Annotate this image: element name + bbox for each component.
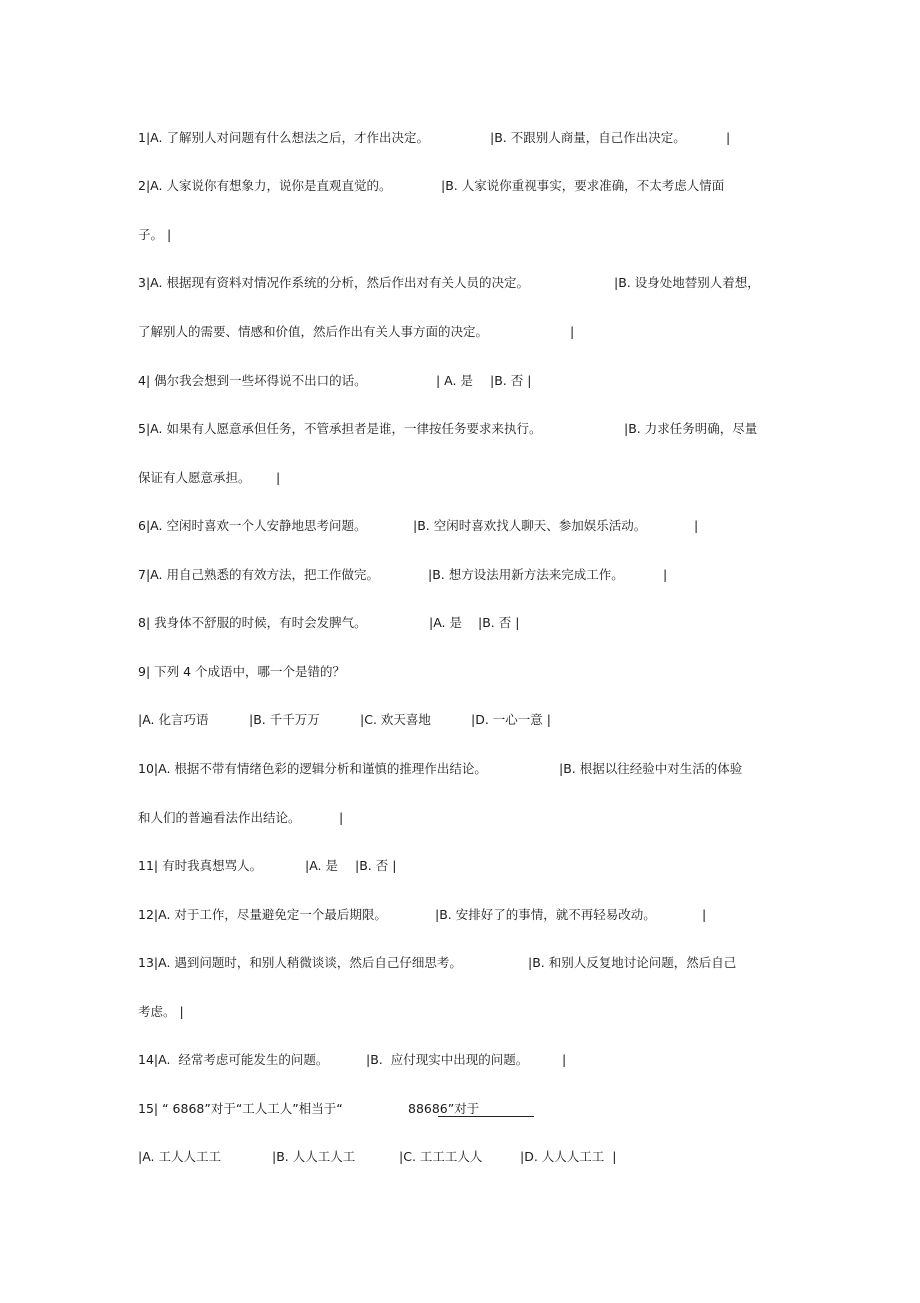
q2-option-a: 2|A. 人家说你有想象力，说你是直观直觉的。 — [138, 178, 392, 193]
q3-option-b: |B. 设身处地替别人着想， — [614, 275, 760, 290]
question-9 — [138, 664, 346, 680]
q1-option-a: 1|A. 了解别人对问题有什么想法之后，才作出决定。 — [138, 130, 429, 145]
question-8 — [138, 615, 520, 631]
q8-option-a: |A. 是 — [429, 615, 462, 630]
q11-option-a: |A. 是 — [305, 858, 338, 873]
question-7 — [138, 567, 668, 583]
q3-end-mark: | — [570, 324, 575, 339]
q4-option-a: | A. 是 — [436, 373, 473, 388]
q10-continuation-text: 和人们的普遍看法作出结论。 — [138, 810, 301, 825]
q8-statement: 8| 我身体不舒服的时候，有时会发脾气。 — [138, 615, 367, 630]
q13-option-b: |B. 和别人反复地讨论问题，然后自己 — [528, 955, 737, 970]
q14-option-a: 14|A. 经常考虑可能发生的问题。 — [138, 1052, 329, 1067]
q9-option-d: |D. 一心一意 | — [471, 712, 551, 727]
question-9-options — [138, 712, 551, 728]
question-15-options — [138, 1149, 617, 1165]
q2-continuation-text: 子。 | — [138, 227, 172, 242]
q15-option-a: |A. 工人人工工 — [138, 1149, 221, 1164]
q5-option-a: 5|A. 如果有人愿意承但任务，不管承担者是谁，一律按任务要求来执行。 — [138, 421, 542, 436]
q15-option-c: |C. 工工工人人 — [399, 1149, 483, 1164]
q13-option-a: 13|A. 遇到问题时，和别人稍微谈谈，然后自己仔细思考。 — [138, 955, 462, 970]
q2-option-b: |B. 人家说你重视事实，要求准确，不太考虑人情面 — [441, 178, 725, 193]
q10-option-b: |B. 根据以往经验中对生活的体验 — [559, 761, 743, 776]
question-5 — [138, 421, 758, 437]
q6-end-mark: | — [694, 518, 699, 533]
q6-option-b: |B. 空闲时喜欢找人聊天、参加娱乐活动。 — [413, 518, 647, 533]
q9-option-c: |C. 欢天喜地 — [360, 712, 431, 727]
question-14 — [138, 1052, 567, 1068]
q15-answer-blank — [438, 1101, 534, 1117]
q12-end-mark: | — [702, 907, 707, 922]
q10-option-a: 10|A. 根据不带有情绪色彩的逻辑分析和谨慎的推理作出结论。 — [138, 761, 487, 776]
q15-option-b: |B. 人人工人工 — [272, 1149, 356, 1164]
q14-option-b: |B. 应付现实中出现的问题。 — [366, 1052, 529, 1067]
q13-continuation-text: 考虑。 | — [138, 1004, 184, 1019]
q7-end-mark: | — [663, 567, 668, 582]
q5-end-mark: | — [276, 470, 281, 485]
q9-option-b: |B. 千千万万 — [249, 712, 320, 727]
q3-continuation-text: 了解别人的需要、情感和价值，然后作出有关人事方面的决定。 — [138, 324, 489, 339]
q7-option-a: 7|A. 用自己熟悉的有效方法，把工作做完。 — [138, 567, 379, 582]
question-1 — [138, 130, 731, 146]
q8-option-b: |B. 否 | — [478, 615, 520, 630]
q12-option-a: 12|A. 对于工作，尽量避免定一个最后期限。 — [138, 907, 387, 922]
question-12 — [138, 907, 707, 923]
question-4 — [138, 373, 532, 389]
question-2-continuation — [138, 227, 172, 243]
q7-option-b: |B. 想方设法用新方法来完成工作。 — [428, 567, 624, 582]
question-13 — [138, 955, 737, 971]
question-3 — [138, 275, 760, 291]
q12-option-b: |B. 安排好了的事情，就不再轻易改动。 — [435, 907, 656, 922]
q1-end-mark: | — [726, 130, 731, 145]
question-15 — [138, 1101, 480, 1117]
q15-statement-end: 88686”对于 — [408, 1101, 480, 1116]
question-11 — [138, 858, 397, 874]
question-3-continuation — [138, 324, 575, 340]
q9-option-a: |A. 化言巧语 — [138, 712, 209, 727]
q6-option-a: 6|A. 空闲时喜欢一个人安静地思考问题。 — [138, 518, 367, 533]
q1-option-b: |B. 不跟别人商量，自己作出决定。 — [490, 130, 686, 145]
q5-continuation-text: 保证有人愿意承担。 — [138, 470, 251, 485]
question-6 — [138, 518, 699, 534]
q10-end-mark: | — [339, 810, 344, 825]
q15-option-d: |D. 人人人工工 | — [520, 1149, 617, 1164]
question-5-continuation — [138, 470, 281, 486]
q4-option-b: |B. 否 | — [490, 373, 532, 388]
question-10-continuation — [138, 810, 344, 826]
q11-option-b: |B. 否 | — [355, 858, 397, 873]
q11-statement: 11| 有时我真想骂人。 — [138, 858, 263, 873]
q15-statement: 15| “ 6868”对于“工人工人”相当于“ — [138, 1101, 343, 1116]
q5-option-b: |B. 力求任务明确，尽量 — [624, 421, 758, 436]
question-10 — [138, 761, 743, 777]
q14-end-mark: | — [562, 1052, 567, 1067]
q4-statement: 4| 偶尔我会想到一些坏得说不出口的话。 — [138, 373, 367, 388]
question-13-continuation — [138, 1004, 184, 1020]
q3-option-a: 3|A. 根据现有资料对情况作系统的分析，然后作出对有关人员的决定。 — [138, 275, 529, 290]
q9-statement: 9| 下列 4 个成语中，哪一个是错的？ — [138, 664, 346, 679]
question-2 — [138, 178, 725, 194]
